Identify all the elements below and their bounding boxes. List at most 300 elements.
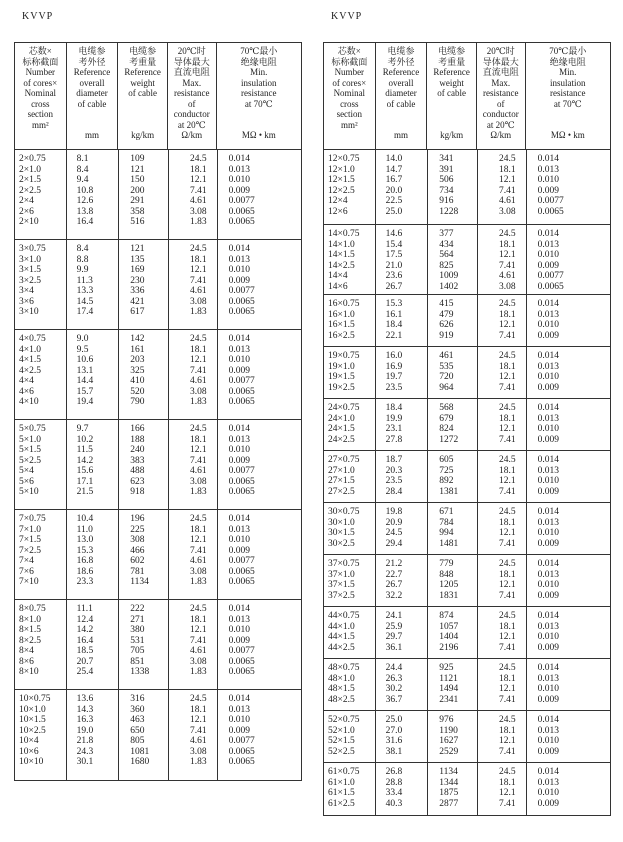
cell-diameter: 24.5	[385, 528, 403, 538]
cell-resistance: 7.41	[498, 590, 516, 601]
cell-weight: 391	[439, 164, 454, 175]
cell-resistance: 12.1	[498, 372, 516, 382]
cell-insulation: 0.0065	[228, 476, 255, 487]
header-min-insulation: 70℃最小 绝缘电阻 Min. insulation resistance at 70℃ MΩ • km	[549, 46, 587, 140]
cell-cores-section: 44×1.0	[328, 621, 355, 632]
table-row	[324, 559, 610, 570]
cell-resistance: 1.83	[189, 577, 207, 587]
row-group	[324, 225, 610, 295]
cell-insulation: 0.014	[537, 455, 559, 465]
column-divider	[217, 600, 218, 689]
header-min-insulation: 70℃最小 绝缘电阻 Min. insulation resistance at 70℃ MΩ • km	[240, 46, 278, 140]
cell-diameter: 25.0	[385, 715, 403, 725]
cell-cores-section: 7×1.0	[19, 524, 41, 535]
cell-cores-section: 8×4	[19, 646, 34, 656]
cell-insulation: 0.013	[537, 164, 559, 175]
cell-cores-section: 30×1.0	[328, 517, 355, 528]
table-row	[15, 276, 301, 287]
table-row	[324, 632, 610, 643]
cell-weight: 506	[439, 175, 454, 185]
table-row	[15, 255, 301, 266]
cell-diameter: 38.1	[385, 746, 403, 757]
cell-resistance: 12.1	[498, 250, 516, 260]
column-divider	[168, 600, 169, 689]
table-row	[324, 487, 610, 498]
cell-resistance: 12.1	[498, 736, 516, 746]
cell-resistance: 24.5	[498, 611, 516, 621]
column-divider	[526, 555, 527, 606]
cell-weight: 1134	[130, 577, 149, 587]
cell-cores-section: 7×6	[19, 566, 34, 577]
table-row	[15, 466, 301, 477]
cell-weight: 225	[130, 524, 145, 535]
cell-diameter: 24.3	[76, 746, 94, 757]
column-divider	[526, 711, 527, 762]
column-divider	[427, 451, 428, 502]
cell-diameter: 30.2	[385, 684, 403, 694]
column-divider	[477, 711, 478, 762]
cell-diameter: 23.5	[385, 382, 403, 393]
cell-insulation: 0.010	[537, 528, 559, 538]
cell-cores-section: 7×10	[19, 577, 39, 587]
column-divider	[66, 330, 67, 419]
cell-cores-section: 30×1.5	[328, 528, 355, 538]
cell-weight: 617	[130, 307, 145, 317]
cell-insulation: 0.010	[537, 632, 559, 642]
cell-diameter: 9.4	[76, 175, 89, 185]
table-row	[324, 196, 610, 207]
cell-cores-section: 3×1.0	[19, 254, 41, 265]
cell-insulation: 0.014	[228, 154, 250, 164]
cell-diameter: 14.7	[385, 164, 403, 175]
cell-resistance: 18.1	[498, 725, 516, 736]
cell-resistance: 12.1	[498, 632, 516, 642]
cell-diameter: 25.9	[385, 621, 403, 632]
cell-resistance: 18.1	[498, 413, 516, 424]
cable-spec-table	[14, 42, 302, 781]
cell-weight: 848	[439, 569, 454, 580]
cell-insulation: 0.009	[537, 486, 559, 497]
cell-cores-section: 5×10	[19, 487, 39, 497]
cell-diameter: 33.4	[385, 788, 403, 798]
column-divider	[118, 510, 119, 599]
table-row	[324, 684, 610, 695]
cell-cores-section: 61×2.5	[328, 798, 355, 809]
cell-insulation: 0.014	[228, 334, 250, 344]
column-divider	[375, 295, 376, 346]
cell-resistance: 24.5	[189, 244, 207, 254]
table-row	[15, 715, 301, 726]
table-row	[324, 240, 610, 251]
table-row	[15, 567, 301, 578]
cell-weight: 626	[439, 320, 454, 330]
cell-cores-section: 5×1.0	[19, 434, 41, 445]
cell-resistance: 18.1	[189, 704, 207, 715]
cell-resistance: 3.08	[189, 476, 207, 487]
table-row	[324, 466, 610, 477]
cell-cores-section: 61×1.5	[328, 788, 355, 798]
cell-diameter: 20.0	[385, 185, 403, 196]
cell-insulation: 0.014	[537, 351, 559, 361]
cell-weight: 150	[130, 175, 145, 185]
column-divider	[427, 607, 428, 658]
cell-cores-section: 4×0.75	[19, 334, 46, 344]
column-divider	[427, 763, 428, 815]
cell-diameter: 19.0	[76, 725, 94, 736]
cell-resistance: 18.1	[498, 361, 516, 372]
cell-resistance: 12.1	[498, 175, 516, 185]
cell-diameter: 11.5	[76, 445, 93, 455]
cell-diameter: 16.3	[76, 715, 94, 725]
cell-cores-section: 12×1.5	[328, 175, 355, 185]
cell-cores-section: 37×1.0	[328, 569, 355, 580]
cell-diameter: 26.7	[385, 281, 403, 292]
cell-weight: 200	[130, 185, 145, 196]
table-row	[324, 767, 610, 778]
cell-insulation: 0.014	[537, 507, 559, 517]
cell-weight: 169	[130, 265, 145, 275]
column-divider	[526, 659, 527, 710]
cell-insulation: 0.014	[228, 694, 250, 704]
cell-insulation: 0.0065	[228, 296, 255, 307]
cell-insulation: 0.009	[228, 455, 250, 466]
cell-cores-section: 44×1.5	[328, 632, 355, 642]
cell-resistance: 18.1	[189, 344, 207, 355]
table-row	[324, 674, 610, 685]
column-divider	[375, 451, 376, 502]
cell-insulation: 0.0065	[228, 757, 255, 767]
column-divider	[477, 763, 478, 815]
column-divider	[217, 330, 218, 419]
cell-cores-section: 10×1.0	[19, 704, 46, 715]
cell-weight: 531	[130, 635, 145, 646]
cell-weight: 1272	[439, 434, 459, 445]
cell-insulation: 0.009	[537, 746, 559, 757]
cell-cores-section: 27×2.5	[328, 486, 355, 497]
cell-diameter: 18.6	[76, 566, 94, 577]
cell-weight: 291	[130, 196, 145, 206]
cell-resistance: 1.83	[189, 307, 207, 317]
cell-diameter: 13.1	[76, 365, 94, 376]
cell-insulation: 0.013	[537, 309, 559, 320]
cell-weight: 824	[439, 424, 454, 434]
cell-insulation: 0.0065	[228, 566, 255, 577]
cell-resistance: 12.1	[189, 445, 207, 455]
cell-resistance: 18.1	[498, 569, 516, 580]
cell-cores-section: 8×1.0	[19, 614, 41, 625]
cell-weight: 1381	[439, 486, 459, 497]
cell-weight: 916	[439, 196, 454, 206]
row-group	[15, 420, 301, 510]
table-row	[15, 376, 301, 387]
cell-cores-section: 19×1.0	[328, 361, 355, 372]
column-divider	[526, 451, 527, 502]
cell-cores-section: 52×0.75	[328, 715, 360, 725]
cell-cores-section: 5×2.5	[19, 455, 41, 466]
cell-insulation: 0.009	[228, 275, 250, 286]
cell-insulation: 0.010	[228, 265, 250, 275]
cell-diameter: 14.4	[76, 376, 94, 386]
cell-resistance: 12.1	[189, 265, 207, 275]
cell-resistance: 12.1	[189, 535, 207, 545]
cell-insulation: 0.010	[228, 625, 250, 635]
cell-diameter: 14.2	[76, 625, 94, 635]
cell-diameter: 12.6	[76, 196, 94, 206]
cell-cores-section: 2×6	[19, 206, 34, 217]
column-divider	[375, 763, 376, 815]
column-divider	[375, 347, 376, 398]
cell-cores-section: 10×4	[19, 736, 39, 746]
table-row	[324, 207, 610, 218]
table-row	[15, 196, 301, 207]
table-row	[15, 705, 301, 716]
row-group	[324, 399, 610, 451]
table-row	[324, 186, 610, 197]
cell-insulation: 0.0065	[537, 206, 564, 217]
cell-weight: 121	[130, 244, 145, 254]
cell-weight: 1057	[439, 621, 459, 632]
cell-insulation: 0.014	[537, 767, 559, 777]
cell-cores-section: 19×0.75	[328, 351, 360, 361]
cell-diameter: 20.3	[385, 465, 403, 476]
cell-weight: 705	[130, 646, 145, 656]
cell-diameter: 11.0	[76, 524, 93, 535]
table-row	[15, 244, 301, 255]
cell-weight: 166	[130, 424, 145, 434]
cell-cores-section: 4×1.0	[19, 344, 41, 355]
cell-insulation: 0.013	[537, 239, 559, 250]
cell-cores-section: 7×4	[19, 556, 34, 566]
cell-resistance: 24.5	[498, 663, 516, 673]
cell-insulation: 0.0077	[228, 286, 255, 296]
column-divider	[526, 503, 527, 554]
cell-cores-section: 14×4	[328, 271, 348, 281]
cell-cores-section: 3×10	[19, 307, 39, 317]
header-weight: 电缆参 考重量 Reference weight of cable kg/km	[118, 43, 168, 149]
cell-cores-section: 3×4	[19, 286, 34, 296]
cell-weight: 316	[130, 694, 145, 704]
table-row	[15, 694, 301, 705]
cell-insulation: 0.014	[537, 403, 559, 413]
cell-diameter: 10.8	[76, 185, 94, 196]
cell-diameter: 17.4	[76, 307, 94, 317]
cell-resistance: 4.61	[189, 556, 207, 566]
cell-weight: 142	[130, 334, 145, 344]
cell-cores-section: 30×0.75	[328, 507, 360, 517]
cell-cores-section: 24×1.5	[328, 424, 355, 434]
cell-resistance: 18.1	[189, 164, 207, 175]
cell-insulation: 0.0065	[228, 667, 255, 677]
table-row	[324, 403, 610, 414]
cell-weight: 203	[130, 355, 145, 365]
cell-diameter: 19.7	[385, 372, 403, 382]
column-divider	[168, 150, 169, 239]
table-row	[324, 643, 610, 654]
cell-cores-section: 19×1.5	[328, 372, 355, 382]
cell-resistance: 24.5	[498, 299, 516, 309]
table-header	[15, 43, 301, 150]
cell-resistance: 1.83	[189, 397, 207, 407]
cell-weight: 964	[439, 382, 454, 393]
cell-weight: 650	[130, 725, 145, 736]
cell-cores-section: 52×1.5	[328, 736, 355, 746]
column-divider	[427, 399, 428, 450]
cell-insulation: 0.009	[537, 434, 559, 445]
cell-resistance: 4.61	[498, 271, 516, 281]
column-divider	[217, 690, 218, 780]
cell-cores-section: 10×6	[19, 746, 39, 757]
column-divider	[427, 225, 428, 294]
cell-weight: 568	[439, 403, 454, 413]
cell-cores-section: 12×0.75	[328, 154, 360, 164]
cell-cores-section: 5×1.5	[19, 445, 41, 455]
row-group	[324, 763, 610, 815]
cell-resistance: 12.1	[498, 788, 516, 798]
column-divider	[66, 150, 67, 239]
cell-resistance: 12.1	[189, 355, 207, 365]
cell-diameter: 23.3	[76, 577, 94, 587]
cell-insulation: 0.010	[537, 320, 559, 330]
cell-diameter: 10.4	[76, 514, 94, 524]
cell-resistance: 1.83	[189, 757, 207, 767]
column-divider	[427, 503, 428, 554]
table-row	[324, 622, 610, 633]
cell-insulation: 0.014	[228, 424, 250, 434]
table-row	[15, 154, 301, 165]
cell-cores-section: 2×10	[19, 217, 39, 227]
cell-resistance: 7.41	[189, 275, 207, 286]
cell-insulation: 0.014	[228, 244, 250, 254]
cell-resistance: 1.83	[189, 487, 207, 497]
cell-resistance: 7.41	[498, 260, 516, 271]
cell-weight: 825	[439, 260, 454, 271]
cell-resistance: 12.1	[189, 715, 207, 725]
cell-diameter: 20.7	[76, 656, 94, 667]
cell-cores-section: 2×1.0	[19, 164, 41, 175]
table-row	[324, 611, 610, 622]
cell-insulation: 0.014	[537, 611, 559, 621]
cell-insulation: 0.009	[537, 642, 559, 653]
cell-insulation: 0.009	[228, 185, 250, 196]
cell-resistance: 18.1	[498, 673, 516, 684]
table-row	[324, 695, 610, 706]
cell-resistance: 3.08	[189, 386, 207, 397]
cell-weight: 874	[439, 611, 454, 621]
cell-diameter: 32.2	[385, 590, 403, 601]
cell-diameter: 16.8	[76, 556, 94, 566]
cell-insulation: 0.009	[228, 545, 250, 556]
cell-cores-section: 3×1.5	[19, 265, 41, 275]
cell-resistance: 18.1	[189, 254, 207, 265]
cell-resistance: 1.83	[189, 217, 207, 227]
cell-diameter: 15.3	[76, 545, 94, 556]
table-row	[15, 307, 301, 318]
cell-diameter: 21.5	[76, 487, 94, 497]
cell-insulation: 0.014	[537, 229, 559, 239]
cell-insulation: 0.013	[537, 725, 559, 736]
cell-weight: 784	[439, 517, 454, 528]
cell-cores-section: 61×1.0	[328, 777, 355, 788]
column-divider	[375, 711, 376, 762]
column-divider	[526, 347, 527, 398]
cell-resistance: 3.08	[189, 296, 207, 307]
cell-cores-section: 5×0.75	[19, 424, 46, 434]
cell-cores-section: 14×0.75	[328, 229, 360, 239]
column-divider	[427, 555, 428, 606]
header-overall-diameter: 电缆参 考外径 Reference overall diameter of cable mm	[67, 43, 119, 149]
cell-diameter: 40.3	[385, 798, 403, 809]
cell-resistance: 7.41	[498, 642, 516, 653]
cell-resistance: 7.41	[498, 434, 516, 445]
cell-weight: 1875	[439, 788, 459, 798]
cell-cores-section: 12×1.0	[328, 164, 355, 175]
cell-weight: 271	[130, 614, 145, 625]
cell-weight: 109	[130, 154, 145, 164]
cell-weight: 421	[130, 296, 145, 307]
cell-insulation: 0.010	[228, 175, 250, 185]
cell-resistance: 24.5	[189, 694, 207, 704]
cell-diameter: 17.5	[385, 250, 403, 260]
column-divider	[375, 225, 376, 294]
table-row	[15, 747, 301, 758]
cell-cores-section: 4×2.5	[19, 365, 41, 376]
table-row	[324, 261, 610, 272]
row-group	[15, 510, 301, 600]
cell-weight: 2877	[439, 798, 459, 809]
cell-insulation: 0.013	[537, 517, 559, 528]
cell-cores-section: 14×1.0	[328, 239, 355, 250]
cell-resistance: 4.61	[189, 196, 207, 206]
table-row	[15, 546, 301, 557]
table-row	[324, 310, 610, 321]
table-row	[324, 528, 610, 539]
cell-weight: 121	[130, 164, 145, 175]
cell-weight: 341	[439, 154, 454, 164]
cell-cores-section: 16×1.0	[328, 309, 355, 320]
table-row	[324, 580, 610, 591]
column-divider	[168, 690, 169, 780]
column-divider	[66, 510, 67, 599]
cell-resistance: 24.5	[189, 514, 207, 524]
cell-weight: 1344	[439, 777, 459, 788]
cell-insulation: 0.0077	[228, 196, 255, 206]
cell-resistance: 18.1	[189, 614, 207, 625]
cell-insulation: 0.014	[228, 514, 250, 524]
cell-weight: 415	[439, 299, 454, 309]
cell-insulation: 0.013	[228, 434, 250, 445]
cell-diameter: 29.4	[385, 538, 403, 549]
cell-cores-section: 2×1.5	[19, 175, 41, 185]
cell-insulation: 0.0077	[537, 196, 564, 206]
table-row	[324, 299, 610, 310]
cell-resistance: 18.1	[498, 777, 516, 788]
cell-resistance: 18.1	[498, 621, 516, 632]
cell-resistance: 18.1	[498, 164, 516, 175]
table-row	[15, 165, 301, 176]
table-row	[15, 636, 301, 647]
column-divider	[427, 711, 428, 762]
cell-cores-section: 4×1.5	[19, 355, 41, 365]
cell-weight: 805	[130, 736, 145, 746]
cell-weight: 564	[439, 250, 454, 260]
cell-diameter: 24.4	[385, 663, 403, 673]
column-divider	[118, 600, 119, 689]
cell-insulation: 0.013	[228, 704, 250, 715]
column-divider	[477, 347, 478, 398]
cell-cores-section: 44×2.5	[328, 642, 355, 653]
cell-insulation: 0.0065	[228, 307, 255, 317]
cell-cores-section: 8×10	[19, 667, 39, 677]
